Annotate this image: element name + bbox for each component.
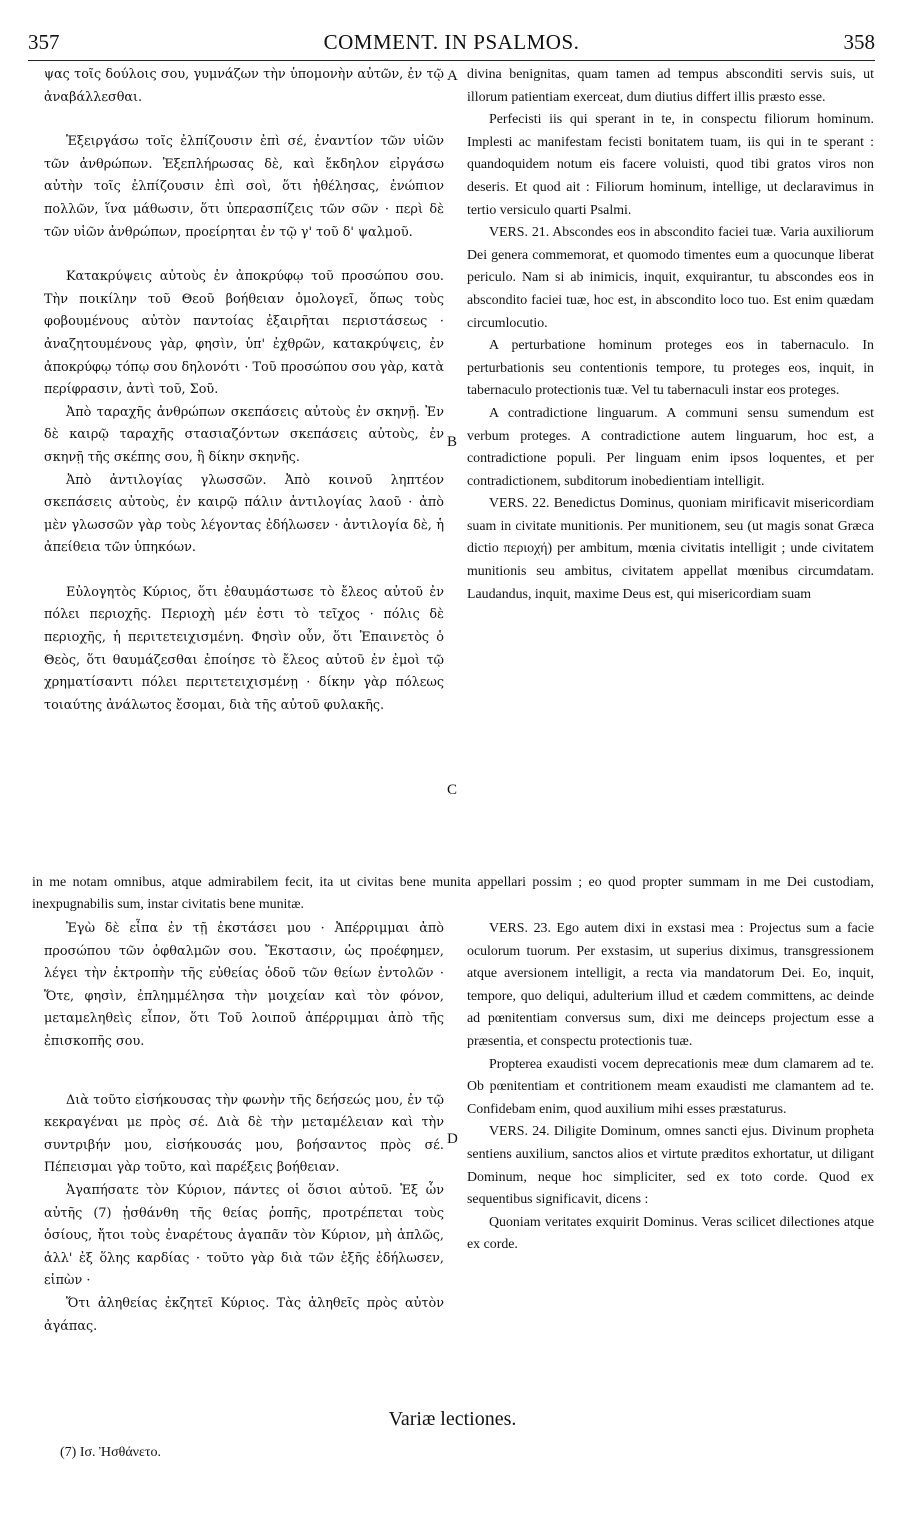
greek-paragraph: Ἐξειργάσω τοῖς ἐλπίζουσιν ἐπὶ σέ, ἐναντίον τῶν υἱῶν τῶν ἀνθρώπων. Ἐξεπλήρωσας δὲ, καὶ ἔκδηλον εἰργάσω αὐτὴν τοῖς ἐλπίζουσιν ἐπὶ σοὶ, ὅτι ἠθέλησας, ἐνώπιον πολλῶν, ἵνα μάθωσιν, ὅτι ὑπερασπίζεις τῶν σῶν · περὶ δὲ τῶν υἱῶν ἀνθρώπων, προείρηται ἐν τῷ γ' τοῦ δ' ψαλμοῦ. <box>44 134 444 240</box>
greek-paragraph: Ἐγὼ δὲ εἶπα ἐν τῇ ἐκστάσει μου · Ἀπέρριμμαι ἀπὸ προσώπου τῶν ὀφθαλμῶν σου. Ἔκστασιν, ὡς προέφημεν, λέγει τὴν ἐκτροπὴν τῆς εὐθείας ὁδοῦ τῶν θείων ἐντολῶν · Ὅτε, φησὶν, ἐπλημμέλησα τὴν μοιχείαν καὶ τὸν φόνον, μεταμεληθεὶς εἶπον, ὅτι Τοῦ λοιποῦ ἀπέρριμμαι ἀπὸ τῆς ἐπισκοπῆς σου. <box>44 921 444 1049</box>
margin-marker-b: B <box>447 434 458 450</box>
greek-paragraph: Ἀγαπήσατε τὸν Κύριον, πάντες οἱ ὅσιοι αὐτοῦ. Ἐξ ὧν αὐτῆς (7) ᾐσθάνθη τῆς θείας ῥοπῆς, προτρέπεται τοὺς ὁσίους, ἤτοι τοὺς ἐναρέτους ἀγαπᾶν τὸν Κύριον, μὴ ἁπλῶς, ἀλλ' ἐξ ὅλης καρδίας · τοῦτο γὰρ διὰ τῶν ἑξῆς ἐδήλωσεν, εἰπὼν · <box>44 1182 444 1289</box>
greek-paragraph: Ἀπὸ ταραχῆς ἀνθρώπων σκεπάσεις αὐτοὺς ἐν σκηνῇ. Ἐν δὲ καιρῷ ταραχῆς στασιαζόντων σκεπάσεις αὐτοὺς, ἐν σκηνῇ τῆς σκέπης σου, ἢ δίκην σκηνῆς. <box>44 404 444 465</box>
latin-paragraph: VERS. 21. Abscondes eos in abscondito faciei tuæ. Varia auxiliorum Dei genera commemorat, et quomodo timentes eum a quocunque liberat periculo. Nam si ab inimicis, inquit, exquirantur, tu abscondes eos in abscondito faciei tuæ, hoc est, in abscondito loco tuo. Est enim quædam circumlocutio. <box>467 225 874 331</box>
latin-paragraph: Propterea exaudisti vocem deprecationis meæ dum clamarem ad te. Ob pœnitentiam et contritionem meam exaudisti me clamantem ad te. Confidebam enim, quod auxilium mihi esses præstaturus. <box>467 1056 874 1117</box>
variae-lectiones-heading: Variæ lectiones. <box>388 1408 517 1430</box>
latin-paragraph: A contradictione linguarum. A communi sensu sumendum est verbum proteges. A contradictione autem linguarum, hoc est, a contradictione populi. Per linguam enim ipsos loquentes, et per contradictionem, subditorum inobedientiam intelligit. <box>467 405 874 489</box>
greek-paragraph: Εὐλογητὸς Κύριος, ὅτι ἐθαυμάστωσε τὸ ἔλεος αὐτοῦ ἐν πόλει περιοχῆς. Περιοχὴ μέν ἐστι τὸ τεῖχος · πόλις δὲ περιοχῆς, ἡ περιτετειχισμένη. Φησὶν οὖν, ὅτι Ἐπαινετὸς ὁ Θεὸς, ὅτι θαυμάζεσθαι ἐποίησε τὸ ἔλεος αὐτοῦ ἐν ἐμοὶ τῷ χρηματίσαντι πόλει περιτετειχισμένῃ · δίκην γὰρ πόλεως τοιαύτης ἀνάλωτος ἔσομαι, διὰ τῆς αὐτοῦ φυλακῆς. <box>44 584 444 713</box>
greek-column <box>44 64 444 717</box>
running-title: COMMENT. IN PSALMOS. <box>323 30 580 54</box>
latin-column-lower <box>467 918 874 1257</box>
greek-paragraph: Κατακρύψεις αὐτοὺς ἐν ἀποκρύφῳ τοῦ προσώπου σου. Τὴν ποικίλην τοῦ Θεοῦ βοήθειαν ὁμολογεῖ, ὅπως τοὺς φοβουμένους αὐτὸν παντοίας ἐξαιρῆται περιστάσεως · ἀναζητουμένους γὰρ, φησὶν, ὑπ' ἐχθρῶν, κατακρύψεις, ἐν ἀποκρύφῳ τόπῳ σου δηλονότι · Τοῦ προσώπου σου γὰρ, κατὰ περίφρασιν, ἀντὶ τοῦ, Σοῦ. <box>44 269 444 398</box>
variant-note: (7) Ισ. Ἠσθάνετο. <box>60 1445 161 1460</box>
margin-marker-d: D <box>447 1131 458 1147</box>
latin-paragraph: Perfecisti iis qui sperant in te, in conspectu filiorum hominum. Implesti ac manifestam fecisti bonitatem tuam, iis qui in te sperant : quandoquidem notum eis facere voluisti, quod tibi gratos viros non deseris. Et quod ait : Filiorum hominum, intellige, ut declaravimus in tertio versiculo quarti Psalmi. <box>467 112 874 218</box>
latin-paragraph: Quoniam veritates exquirit Dominus. Veras scilicet dilectiones atque ex corde. <box>467 1214 874 1253</box>
page-number-right: 358 <box>843 30 875 54</box>
margin-marker-c: C <box>447 782 458 798</box>
greek-paragraph: ψας τοῖς δούλοις σου, γυμνάζων τὴν ὑπομονὴν αὐτῶν, ἐν τῷ ἀναβάλλεσθαι. <box>44 67 444 105</box>
latin-paragraph: VERS. 22. Benedictus Dominus, quoniam mirificavit misericordiam suam in civitate munitionis. Per munitionem, seu (ut magis sonat Græca dictio περιοχή) per ambitum, mœnia civitatis intelligit ; unde civitatem munitionis seu ambitus, civitatem appellat mœnibus circumdatam. Laudandus, inquit, maxime Deus est, qui misericordiam suam <box>467 496 874 602</box>
running-header <box>28 30 875 58</box>
latin-paragraph: A perturbatione hominum proteges eos in tabernaculo. In perturbationis seu contentionis tempore, tu proteges eos, inquit, in tabernaculo protectionis tuæ. Vel tu tabernaculi instar eos proteges. <box>467 338 874 399</box>
greek-paragraph: Ὅτι ἀληθείας ἐκζητεῖ Κύριος. Τὰς ἀληθεῖς πρὸς αὐτὸν ἀγάπας. <box>44 1295 444 1334</box>
greek-paragraph: Ἀπὸ ἀντιλογίας γλωσσῶν. Ἀπὸ κοινοῦ ληπτέον σκεπάσεις αὐτοὺς, ἐν καιρῷ πάλιν ἀντιλογίας λαοῦ · ἀπὸ μὲν γλωσσῶν γὰρ τοὺς λέγοντας ἐδήλωσεν · ἀντιλογία δὲ, ἡ ἀπείθεια τῶν ὑπηκόων. <box>44 472 444 556</box>
full-width-paragraph: in me notam omnibus, atque admirabilem fecit, ita ut civitas bene munita appellari possim ; eo quod propter summam in me Dei custodiam, inexpugnabilis sum, instar civitatis bene munitæ. <box>32 875 874 912</box>
greek-column-lower <box>44 918 444 1338</box>
header-rule <box>28 60 875 61</box>
latin-paragraph: VERS. 23. Ego autem dixi in exstasi mea : Projectus sum a facie oculorum tuorum. Per exstasim, ut superius diximus, transgressionem atque aversionem intelligit, a recta via mandatorum Dei. Eo, inquit, tempore, quo deliqui, adulterium illud et cædem committens, ac deinde ad pœnitentiam conversus sum, dixi me deinceps projectum esse a præsentia, et conspectu protectionis tuæ. <box>467 921 874 1049</box>
page-number-left: 357 <box>28 30 60 54</box>
greek-paragraph: Διὰ τοῦτο εἰσήκουσας τὴν φωνὴν τῆς δεήσεώς μου, ἐν τῷ κεκραγέναι με πρὸς σέ. Διὰ δὲ τὴν μεταμέλειαν καὶ τὴν συντριβήν μου, εἰσήκουσάς μου, βοήσαντος πρὸς σέ. Πέπεισμαι γὰρ τοῦτο, καὶ παρέξεις βοήθειαν. <box>44 1092 444 1176</box>
latin-paragraph: VERS. 24. Diligite Dominum, omnes sancti ejus. Divinum prophetа sentiens auxilium, sanctos alios et virtute præditos exhortatur, ut diligant Dominum, neque hoc simpliciter, sed ex toto corde. Quod ex sequentibus significavit, dicens : <box>467 1124 874 1208</box>
latin-paragraph: divina benignitas, quam tamen ad tempus absconditi servis suis, ut illorum patientiam exerceat, dum diutius differt illis præsto esse. <box>467 67 874 105</box>
margin-marker-a: A <box>447 68 458 84</box>
latin-column <box>467 64 874 606</box>
